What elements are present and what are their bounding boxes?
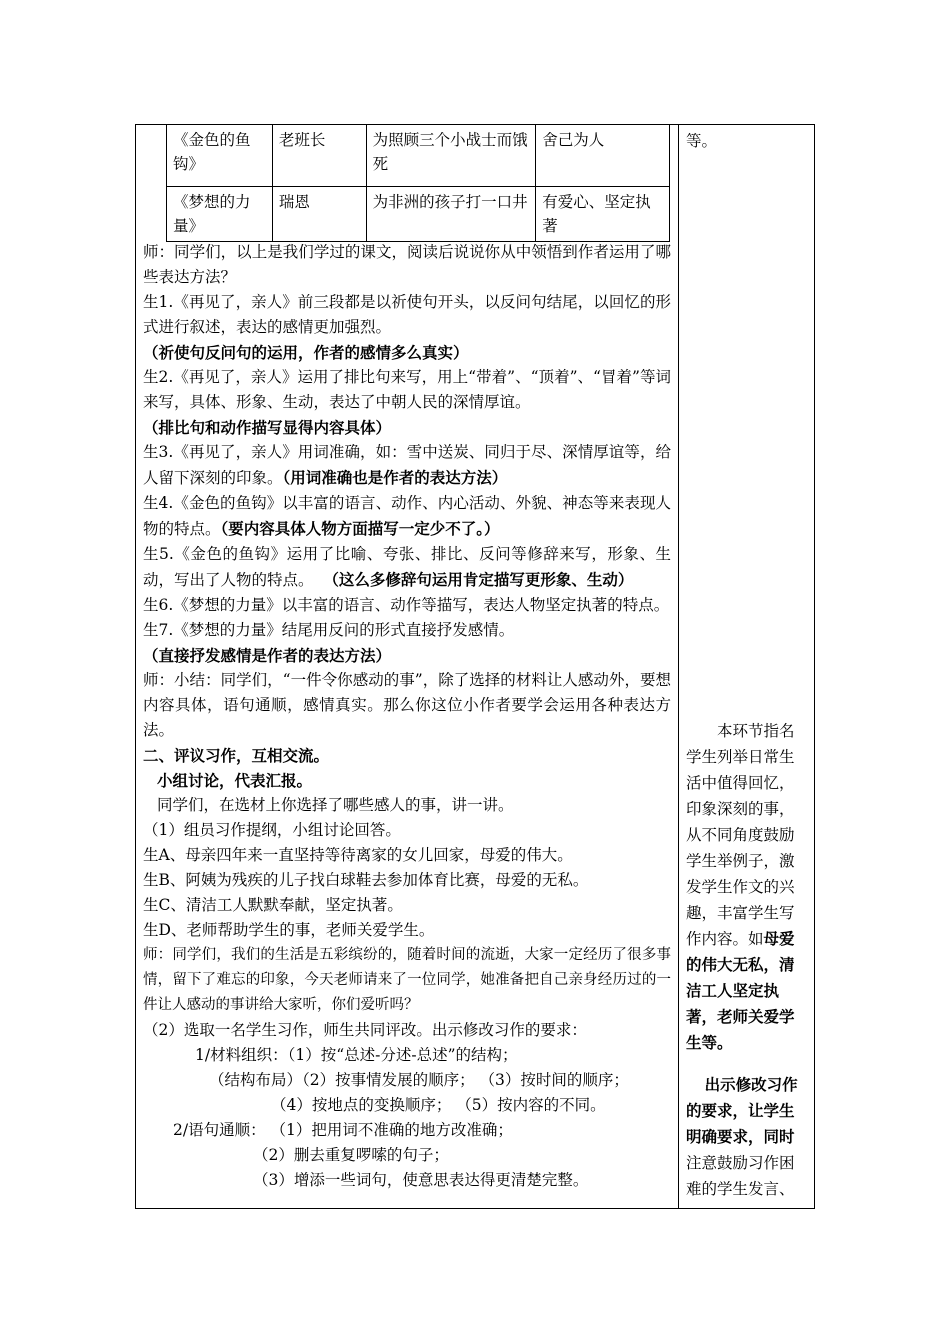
requirement-item: 1/材料组织：（1）按“总述-分述-总述”的结构； — [195, 1046, 518, 1064]
side-note-text: 注意鼓励习作困难的学生发言、 — [686, 1154, 795, 1198]
teacher-speech: 师：同学们，我们的生活是五彩缤纷的，随着时间的流逝，大家一定经历了很多事情，留下了难忘的印象，今天老师请来了一位同学，她准备把自己亲身经历过的一件让人感动的事讲给大家听，你们爱听吗？ — [143, 947, 671, 1013]
teacher-comment: （要内容具体人物方面描写一定少不了。） — [220, 519, 500, 538]
table-row — [167, 125, 670, 187]
table-row — [167, 187, 670, 242]
table-cell: 有爱心、坚定执著 — [536, 187, 670, 242]
teacher-prompt: 同学们，在选材上你选择了哪些感人的事，讲一讲。 — [157, 796, 514, 814]
side-note-revision — [686, 1072, 808, 1202]
side-note-top — [686, 128, 808, 154]
teacher-summary: 师：小结：同学们，“一件令你感动的事”，除了选择的材料让人感动外，要想内容具体，语句通顺，感情真实。那么你这位小作者要学会运用各种表达方法。 — [143, 671, 671, 739]
requirement-item: 2/语句通顺： （1）把用词不准确的地方改准确； — [173, 1121, 513, 1139]
student-answer: 生3.《再见了，亲人》用词准确，如：雪中送炭、同归于尽、深情厚谊等，给人留下深刻的印象。（用词准确也是作者的表达方法） — [143, 443, 671, 487]
table-cell: 《梦想的力量》 — [167, 187, 273, 242]
student-answer: 生D、老师帮助学生的事，老师关爱学生。 — [143, 921, 435, 939]
requirement-item: （结构布局）（2）按事情发展的顺序； （3）按时间的顺序； — [209, 1071, 629, 1089]
table-cell: 为非洲的孩子打一口井 — [366, 187, 536, 242]
teacher-comment: （这么多修辞句运用肯定描写更形象、生动） — [323, 570, 634, 589]
side-note-text: 本环节指名学生列举日常生活中值得回忆，印象深刻的事，从不同角度鼓励学生举例子，激发学生作文的兴趣，丰富学生写作内容。如 — [686, 722, 795, 948]
student-answer: 生5.《金色的鱼钩》运用了比喻、夸张、排比、反问等修辞来写，形象、生动，写出了人物的特点。 （这么多修辞句运用肯定描写更形象、生动） — [143, 545, 671, 589]
student-answer: 生C、清洁工人默默奉献，坚定执著。 — [143, 896, 403, 914]
table-cell: 舍己为人 — [536, 125, 670, 187]
side-note-text: 等。 — [686, 132, 718, 150]
section-heading: 二、评议习作，互相交流。 — [143, 746, 330, 765]
side-note-emphasis: 母爱的伟大无私，清洁工人坚定执著，老师关爱学生等。 — [686, 929, 795, 1052]
main-content — [143, 240, 671, 1193]
text-summary-table — [166, 124, 670, 242]
requirement-item: （3）增添一些词句，使意思表达得更清楚完整。 — [253, 1171, 589, 1189]
step-item: （1）组员习作提纲，小组讨论回答。 — [143, 821, 401, 839]
student-answer: 生7.《梦想的力量》结尾用反问的形式直接抒发感情。 — [143, 621, 515, 639]
teacher-comment: （直接抒发感情是作者的表达方法） — [143, 646, 392, 665]
student-answer: 生A、母亲四年来一直坚持等待离家的女儿回家，母爱的伟大。 — [143, 846, 573, 864]
table-cell: 为照顾三个小战士而饿死 — [366, 125, 536, 187]
table-cell: 老班长 — [272, 125, 366, 187]
side-note-emphasis: 出示修改习作的要求，让学生明确要求，同时 — [686, 1075, 798, 1146]
step-item: （2）选取一名学生习作，师生共同评改。出示修改习作的要求： — [143, 1021, 587, 1039]
table-cell: 《金色的鱼钩》 — [167, 125, 273, 187]
student-answer: 生2.《再见了，亲人》运用了排比句来写，用上“带着”、“顶着”、“冒着”等词来写，具体、形象、生动，表达了中朝人民的深情厚谊。 — [143, 368, 671, 411]
requirement-item: （2）删去重复啰嗦的句子； — [253, 1146, 449, 1164]
group-discussion-heading: 小组讨论，代表汇报。 — [157, 771, 313, 790]
table-cell: 瑞恩 — [272, 187, 366, 242]
student-answer: 生1.《再见了，亲人》前三段都是以祈使句开头，以反问句结尾，以回忆的形式进行叙述，表达的感情更加强烈。 — [143, 293, 671, 336]
teacher-comment: （祈使句反问句的运用，作者的感情多么真实） — [143, 343, 469, 362]
column-divider — [678, 124, 679, 1209]
side-note-design-intent — [686, 718, 808, 1056]
student-answer: 生6.《梦想的力量》以丰富的语言、动作等描写，表达人物坚定执著的特点。 — [143, 596, 670, 614]
requirement-item: （4）按地点的变换顺序； （5）按内容的不同。 — [271, 1096, 606, 1114]
student-answer: 生4.《金色的鱼钩》以丰富的语言、动作、内心活动、外貌、神态等来表现人物的特点。（要内容具体人物方面描写一定少不了。） — [143, 494, 671, 538]
teacher-comment: （用词准确也是作者的表达方法） — [282, 468, 508, 487]
student-answer: 生B、阿姨为残疾的儿子找白球鞋去参加体育比赛，母爱的无私。 — [143, 871, 589, 889]
teacher-question: 师：同学们，以上是我们学过的课文，阅读后说说你从中领悟到作者运用了哪些表达方法？ — [143, 243, 671, 286]
teacher-comment: （排比句和动作描写显得内容具体） — [143, 418, 392, 437]
